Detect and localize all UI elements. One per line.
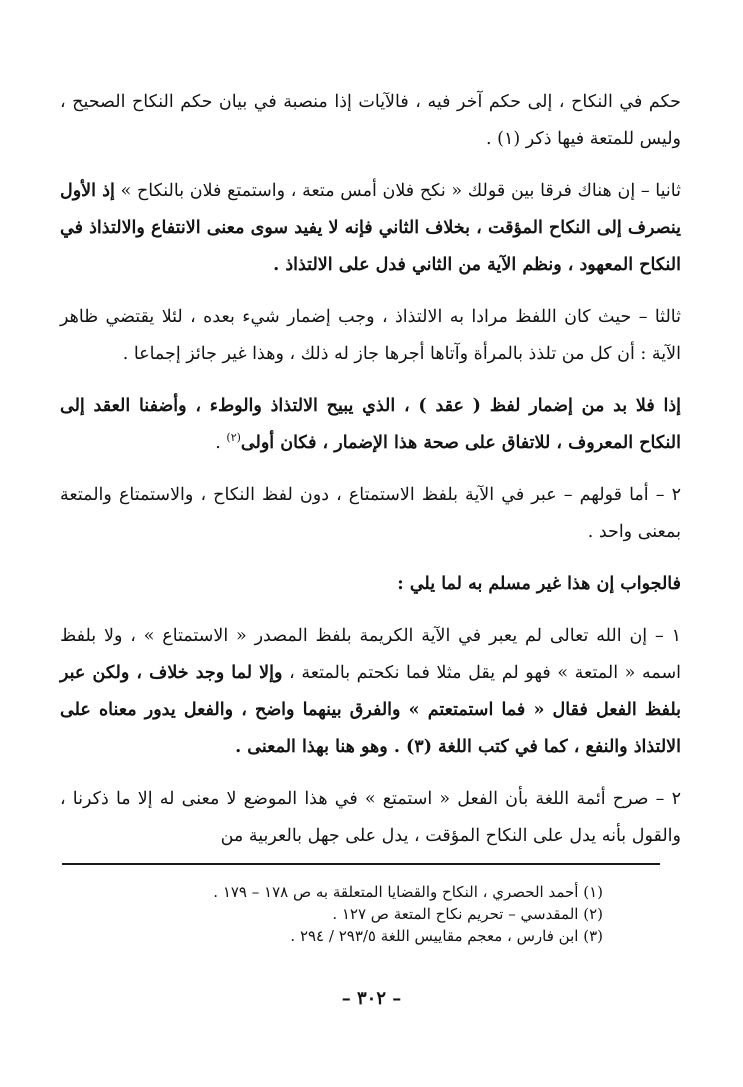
paragraph-p2 (60, 173, 681, 284)
footnote-item (60, 881, 603, 903)
main-text (60, 84, 681, 870)
footnote-item (60, 925, 603, 947)
text-run: . (215, 433, 227, 453)
footnote-ref: (٢) (226, 431, 241, 445)
text-run: إذا فلا بد من إضمار لفظ ( عقد ) ، الذي يبيح الالتذاذ والوطء ، وأضفنا العقد إلى النكاح المعروف ، للاتفاق على صحة هذا الإضمار ، فكان أولى (60, 396, 681, 453)
footnote-item (60, 903, 603, 925)
text-run: حكم في النكاح ، إلى حكم آخر فيه ، فالآيات إذا منصبة في بيان حكم النكاح الصحيح ، وليس للمتعة فيها ذكر (١) . (60, 92, 681, 149)
paragraph-p6 (60, 566, 681, 603)
footnote-number: (١) (583, 883, 603, 901)
footnote-text: ابن فارس ، معجم مقاييس اللغة ٢٩٣/٥ / ٢٩٤ . (290, 927, 579, 945)
text-run: فالجواب إن هذا غير مسلم به لما يلي : (397, 574, 681, 594)
page-number: – ٣٠٢ – (341, 988, 402, 1009)
footnote-separator (62, 863, 660, 865)
paragraph-p1 (60, 84, 681, 158)
paragraph-p4 (60, 388, 681, 462)
paragraph-p8 (60, 781, 681, 855)
footnotes (60, 881, 603, 947)
footnote-text: المقدسي – تحريم نكاح المتعة ص ١٢٧ . (332, 905, 579, 923)
paragraph-p7 (60, 618, 681, 766)
footnote-number: (٣) (583, 927, 603, 945)
text-run: إذ الأول ينصرف إلى النكاح المؤقت ، بخلاف الثاني فإنه لا يفيد سوى معنى الانتفاع والالتذاذ في النكاح المعهود ، ونظم الآية من الثاني فدل على الالتذاذ . (60, 181, 681, 275)
text-run: ثالثا – حيث كان اللفظ مرادا به الالتذاذ ، وجب إضمار شيء بعده ، لئلا يقتضي ظاهر الآية : أن كل من تلذذ بالمرأة وآتاها أجرها جاز له ذلك ، وهذا غير جائز إجماعا . (60, 307, 681, 364)
text-run: وإلا لما وجد خلاف ، ولكن عبر بلفظ الفعل فقال « فما استمتعتم » والفرق بينهما واضح ، والفعل يدور معناه على الالتذاذ والنفع ، كما في كتب اللغة (٣) . وهو هنا بهذا المعنى . (60, 663, 681, 757)
footnote-number: (٢) (583, 905, 603, 923)
text-run: ٢ – أما قولهم – عبر في الآية بلفظ الاستمتاع ، دون لفظ النكاح ، والاستمتاع والمتعة بمعنى واحد . (60, 485, 681, 542)
text-run: ثانيا – إن هناك فرقا بين قولك « نكح فلان أمس متعة ، واستمتع فلان بالنكاح » (114, 181, 681, 201)
text-run: ١ – إن الله تعالى لم يعبر في الآية الكريمة بلفظ المصدر « الاستمتاع » ، ولا بلفظ اسمه « المتعة » فهو لم يقل مثلا فما نكحتم بالمتعة ، (60, 626, 681, 683)
text-run: ٢ – صرح أئمة اللغة بأن الفعل « استمتع » في هذا الموضع لا معنى له إلا ما ذكرنا ، والقول بأنه يدل على النكاح المؤقت ، يدل على جهل بالعربية من (60, 789, 681, 846)
footnote-text: أحمد الحصري ، النكاح والقضايا المتعلقة به ص ١٧٨ – ١٧٩ . (213, 883, 579, 901)
paragraph-p3 (60, 299, 681, 373)
paragraph-p5 (60, 477, 681, 551)
